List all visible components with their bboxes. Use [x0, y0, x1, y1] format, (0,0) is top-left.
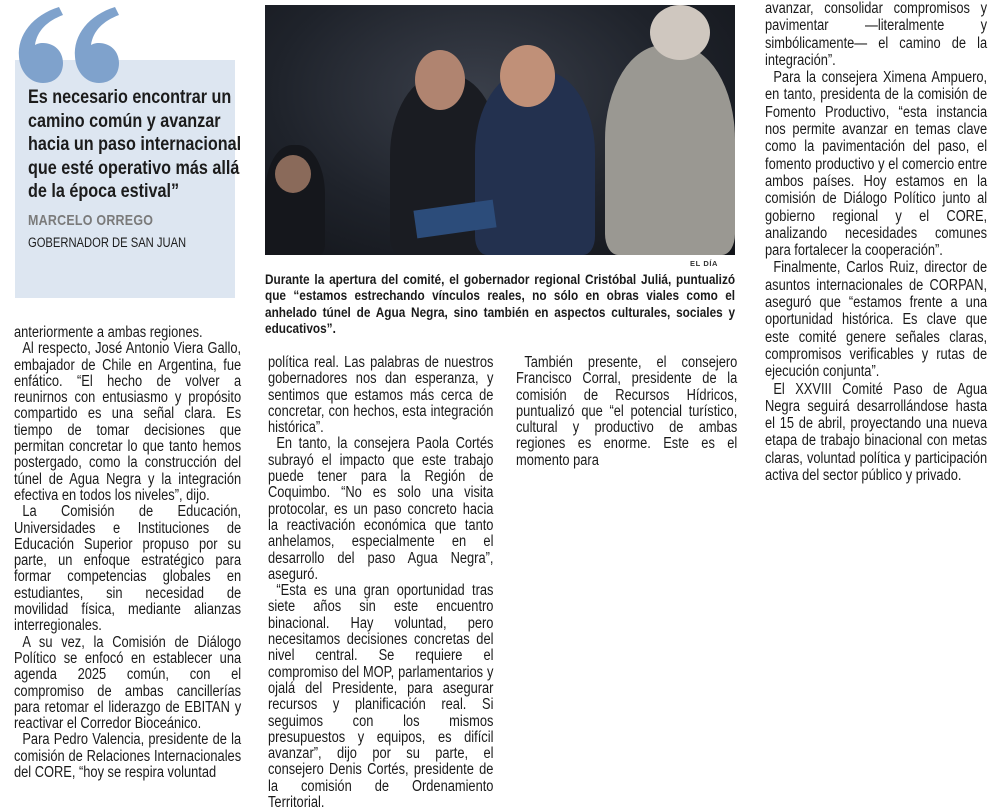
photo-caption: Durante la apertura del comité, el gobernador regional Cristóbal Juliá, puntualizó que “estamos estrechando vínculos reales, no sólo en obras viales como el anhelado túnel de Agua Negra, sino también en aspectos culturales, sociales y educativos”. [265, 272, 736, 337]
photo-credit: EL DÍA [690, 259, 719, 268]
pull-quote-author-role: GOBERNADOR DE SAN JUAN [28, 234, 187, 250]
article-column-4 [765, 0, 987, 484]
pull-quote-text: Es necesario encontrar un camino común y avanzar hacia un paso internacional que esté operativo más allá de la época estival” [28, 86, 242, 203]
article-paragraph: El XXVIII Comité Paso de Agua Negra seguirá desarrollándose hasta el 15 de abril, proyectando una nueva etapa de trabajo binacional con metas claras, voluntad política y participación activa del sector público y privado. [765, 380, 988, 485]
pull-quote-box [15, 60, 242, 298]
article-paragraph: A su vez, la Comisión de Diálogo Político se enfocó en establecer una agenda 2025 común, con el compromiso de ambas cancillerías para retomar el liderazgo de EBITAN y reactivar el Corredor Bioceánico. [14, 633, 242, 733]
article-paragraph: Para la consejera Ximena Ampuero, en tanto, presidenta de la comisión de Fomento Productivo, “esta instancia nos permite avanzar en temas clave como la pavimentación del paso, el fomento productivo y el comercio entre ambos países. Hoy estamos en la comisión de Diálogo Político junto al gobierno regional y el CORE, analizando necesidades comunes para fortalecer la cooperación”. [765, 69, 988, 260]
article-paragraph: En tanto, la consejera Paola Cortés subrayó el impacto que este trabajo puede tener para la Región de Coquimbo. “No es solo una visita protocolar, es un paso concreto hacia la reactivación económica que tanto anhelamos, especialmente en el desarrollo del paso Agua Negra”, aseguró. [268, 435, 494, 583]
article-column-2 [268, 355, 493, 811]
article-paragraph: avanzar, consolidar compromisos y pavimentar —literalmente y simbólicamente— el camino de la integración”. [765, 0, 988, 69]
article-paragraph: Al respecto, José Antonio Viera Gallo, embajador de Chile en Argentina, fue enfático. “El hecho de volver a reunirnos con entusiasmo y propósito compartido es una señal clara. Es tiempo de tomar decisiones que permitan concretar lo que tanto hemos postergado, como la construcción del túnel de Agua Negra y la integración efectiva en todos los niveles”, dijo. [14, 340, 242, 504]
article-paragraph: Finalmente, Carlos Ruiz, director de asuntos internacionales de CORPAN, aseguró que “estamos frente a una oportunidad histórica. Es clave que este comité genere señales claras, compromisos verificables y rutas de ejecución conjunta”. [765, 259, 988, 381]
article-paragraph: Para Pedro Valencia, presidente de la comisión de Relaciones Internacionales del CORE, “hoy se respira voluntad [14, 731, 242, 782]
article-paragraph: política real. Las palabras de nuestros gobernadores nos dan esperanza, y sentimos que estamos más cerca de concretar, con hechos, esta integración histórica”. [268, 354, 494, 437]
article-paragraph: La Comisión de Educación, Universidades e Instituciones de Educación Superior propuso por su parte, un enfoque estratégico para formar competencias globales en estudiantes, sin necesidad de movilidad física, mediante alianzas interregionales. [14, 503, 242, 635]
pull-quote-author: MARCELO ORREGO [28, 211, 154, 229]
pull-quote-content [28, 86, 244, 251]
article-column-3 [516, 355, 737, 469]
quote-mark-icon [15, 5, 125, 85]
article-paragraph: “Esta es una gran oportunidad tras siete años sin este encuentro binacional. Hay voluntad, pero necesitamos decisiones concretas del nivel central. Se requiere el compromiso del MOP, parlamentarios y ojalá del Presidente, para asegurar recursos y planificación real. Si seguimos con los mismos presupuestos y equipos, es difícil avanzar”, dijo por su parte, el consejero Denis Cortés, presidente de la comisión de Ordenamiento Territorial. [268, 582, 494, 811]
article-photo [265, 5, 735, 255]
article-column-1 [14, 325, 241, 781]
article-paragraph: También presente, el consejero Francisco Corral, presidente de la comisión de Recursos Hídricos, puntualizó que “el potencial turístico, cultural y productivo de ambas regiones es enorme. Este es el momento para [516, 354, 738, 469]
article-paragraph: anteriormente a ambas regiones. [14, 324, 203, 341]
